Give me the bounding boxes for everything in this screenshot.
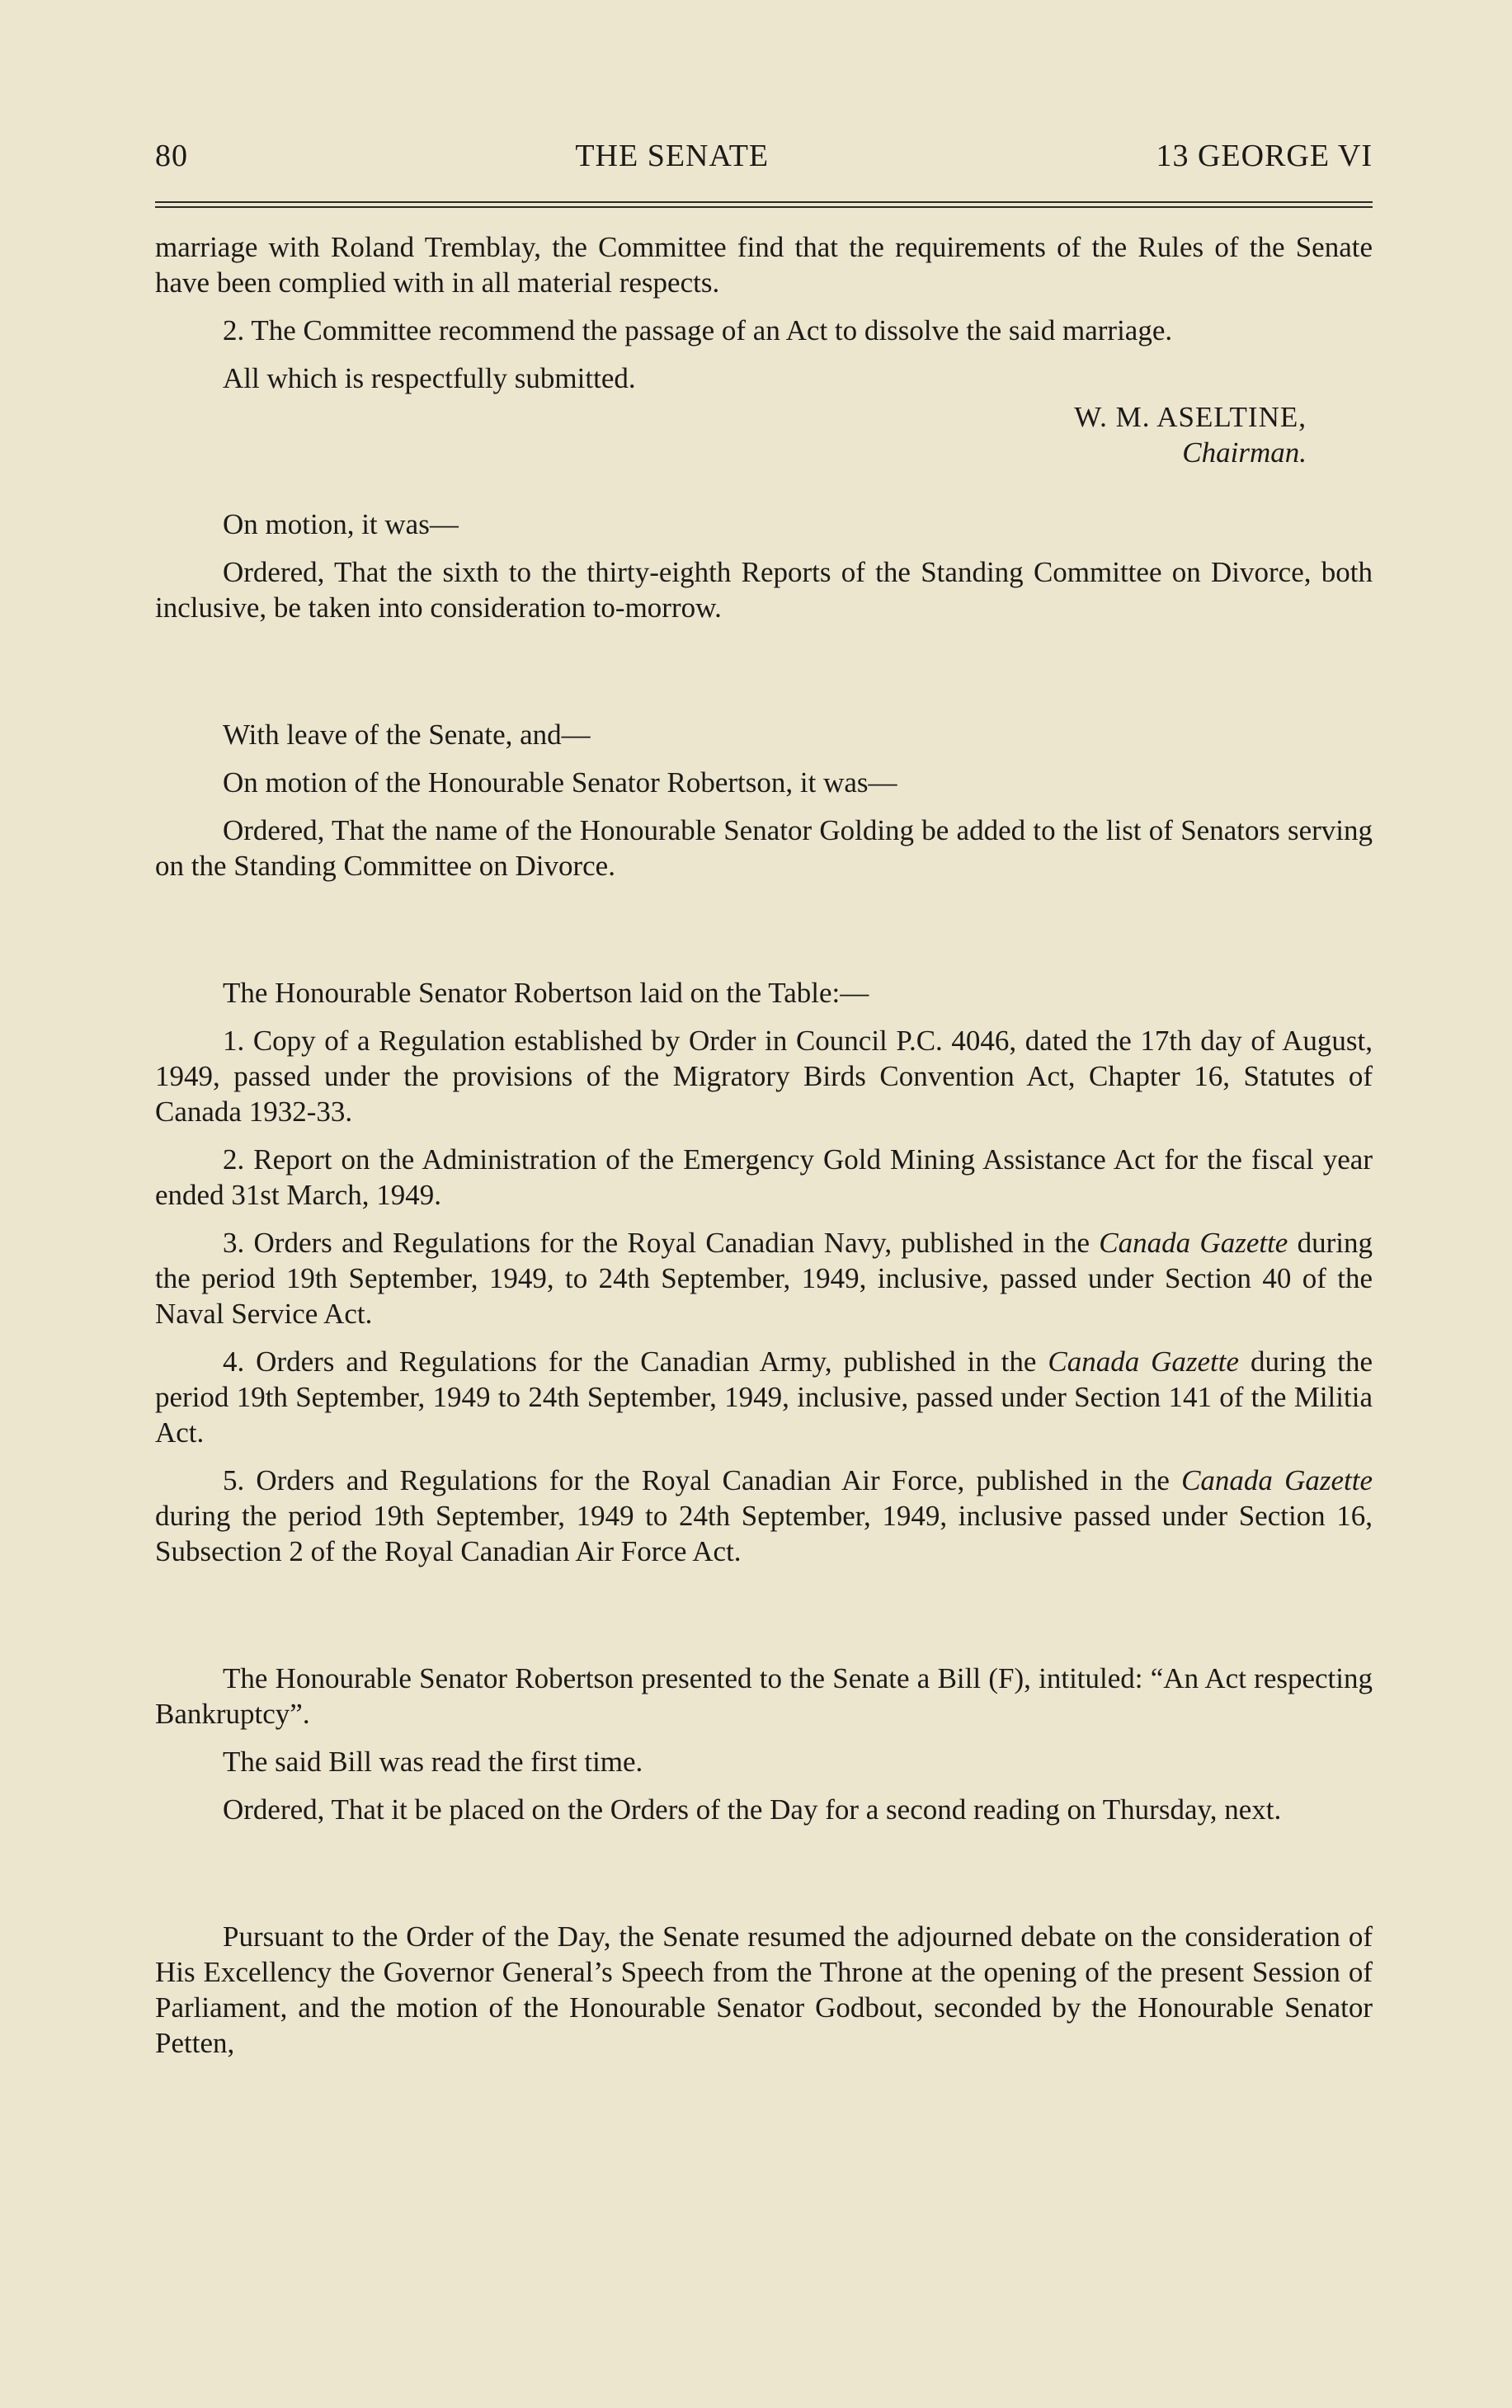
paragraph-laid-on-table: The Honourable Senator Robertson laid on the Table:— <box>223 977 869 1009</box>
right-title: 13 GEORGE VI <box>1156 139 1373 173</box>
list-item-army: 4. Orders and Regulations for the Canadian Army, published in the Canada Gazette during the period 19th September, 1949 to 24th September, 1949, inclusive, passed under Section 141 of the Militia Act. <box>155 1345 1373 1449</box>
paragraph-first-reading: The said Bill was read the first time. <box>223 1746 643 1778</box>
paragraph-bill-presented: The Honourable Senator Robertson presented to the Senate a Bill (F), intituled: “An Act respecting Bankruptcy”. <box>155 1662 1373 1730</box>
paragraph-second-reading: Ordered, That it be placed on the Orders of the Day for a second reading on Thursday, next. <box>223 1793 1282 1826</box>
paragraph-continuation: marriage with Roland Tremblay, the Committee find that the requirements of the Rules of the Senate have been complied with in all material respects. <box>155 231 1373 299</box>
paragraph-motion-robertson: On motion of the Honourable Senator Robertson, it was— <box>223 766 897 799</box>
paragraph-ordered-reports: Ordered, That the sixth to the thirty-eighth Reports of the Standing Committee on Divorce, both inclusive, be taken into consideration to-morrow. <box>155 556 1373 624</box>
journal-page <box>155 140 1373 2073</box>
paragraph-motion: On motion, it was— <box>223 508 459 540</box>
paragraph-adjourned-debate: Pursuant to the Order of the Day, the Senate resumed the adjourned debate on the consideration of His Excellency the Governor General’s Speech from the Throne at the opening of the present Session of Parliament, and the motion of the Honourable Senator Godbout, seconded by the Honourable Senator Petten, <box>155 1920 1373 2059</box>
list-item-air-force: 5. Orders and Regulations for the Royal Canadian Air Force, published in the Canada Gazette during the period 19th September, 1949 to 24th September, 1949, inclusive passed under Section 16, Subsection 2 of the Royal Canadian Air Force Act. <box>155 1464 1373 1567</box>
paragraph-leave: With leave of the Senate, and— <box>223 719 591 751</box>
paragraph-ordered-golding: Ordered, That the name of the Honourable Senator Golding be added to the list of Senators serving on the Standing Committee on Divorce. <box>155 814 1373 882</box>
list-item-regulation: 1. Copy of a Regulation established by Order in Council P.C. 4046, dated the 17th day of August, 1949, passed under the provisions of the Migratory Birds Convention Act, Chapter 16, Statutes of Canada 1932-33. <box>155 1025 1373 1128</box>
signature-title: Chairman. <box>1182 436 1307 469</box>
list-item-report: 2. Report on the Administration of the Emergency Gold Mining Assistance Act for the fiscal year ended 31st March, 1949. <box>155 1143 1373 1211</box>
header-double-rule <box>155 201 1373 208</box>
paragraph-recommendation: 2. The Committee recommend the passage of an Act to dissolve the said marriage. <box>223 314 1173 346</box>
running-head <box>155 140 1373 177</box>
list-item-navy: 3. Orders and Regulations for the Royal Canadian Navy, published in the Canada Gazette during the period 19th September, 1949, to 24th September, 1949, inclusive, passed under Section 40 of the Naval Service Act. <box>155 1227 1373 1330</box>
signature-name: W. M. ASELTINE, <box>1074 401 1307 433</box>
page-number: 80 <box>155 139 188 173</box>
paragraph-submitted: All which is respectfully submitted. <box>223 362 636 394</box>
signature-block <box>155 399 1373 470</box>
center-title: THE SENATE <box>575 139 770 173</box>
body-text <box>155 229 1373 2061</box>
